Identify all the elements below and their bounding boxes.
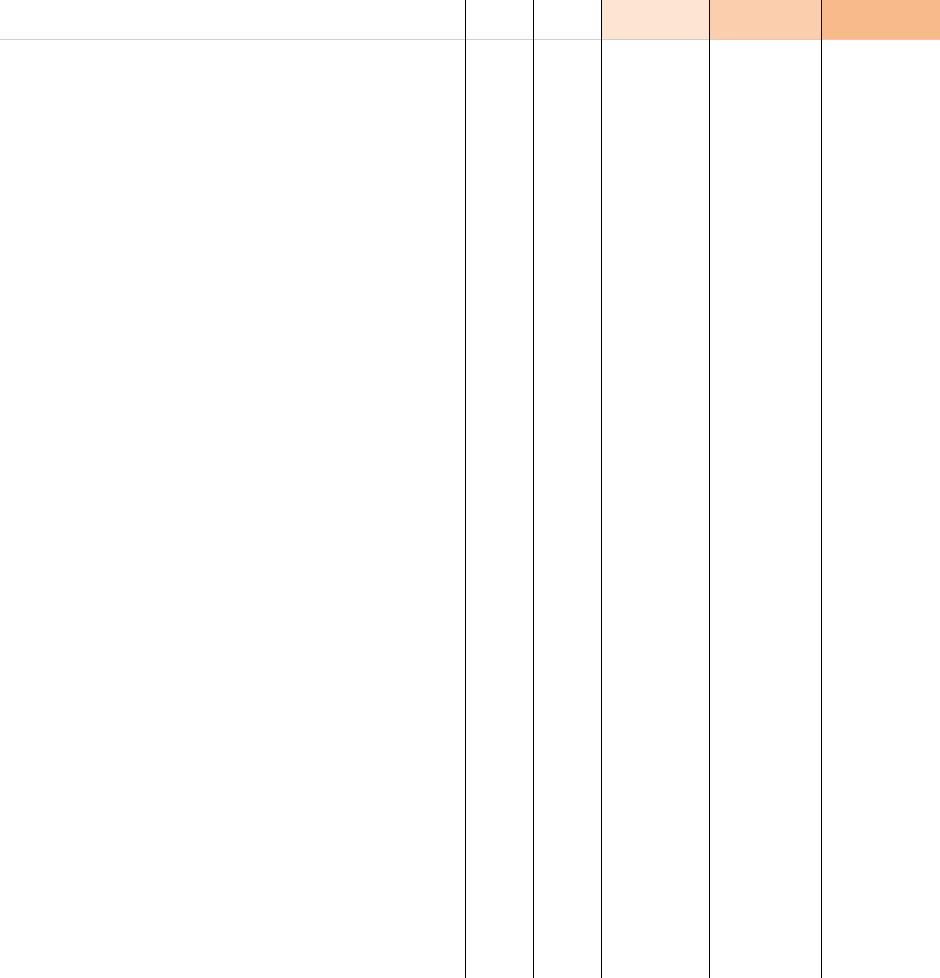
grid-line — [533, 0, 534, 978]
grid-line — [709, 0, 710, 978]
col-header-privilege — [822, 0, 940, 39]
grid-line — [601, 0, 602, 978]
col-header-empty — [533, 0, 601, 39]
grid-line — [821, 0, 822, 978]
page-title — [0, 0, 465, 39]
col-header-confort — [710, 0, 822, 39]
col-header-tm — [601, 0, 710, 39]
grid-line — [465, 0, 466, 978]
header-row — [0, 0, 940, 40]
col-header-securite-sociale — [465, 0, 533, 39]
